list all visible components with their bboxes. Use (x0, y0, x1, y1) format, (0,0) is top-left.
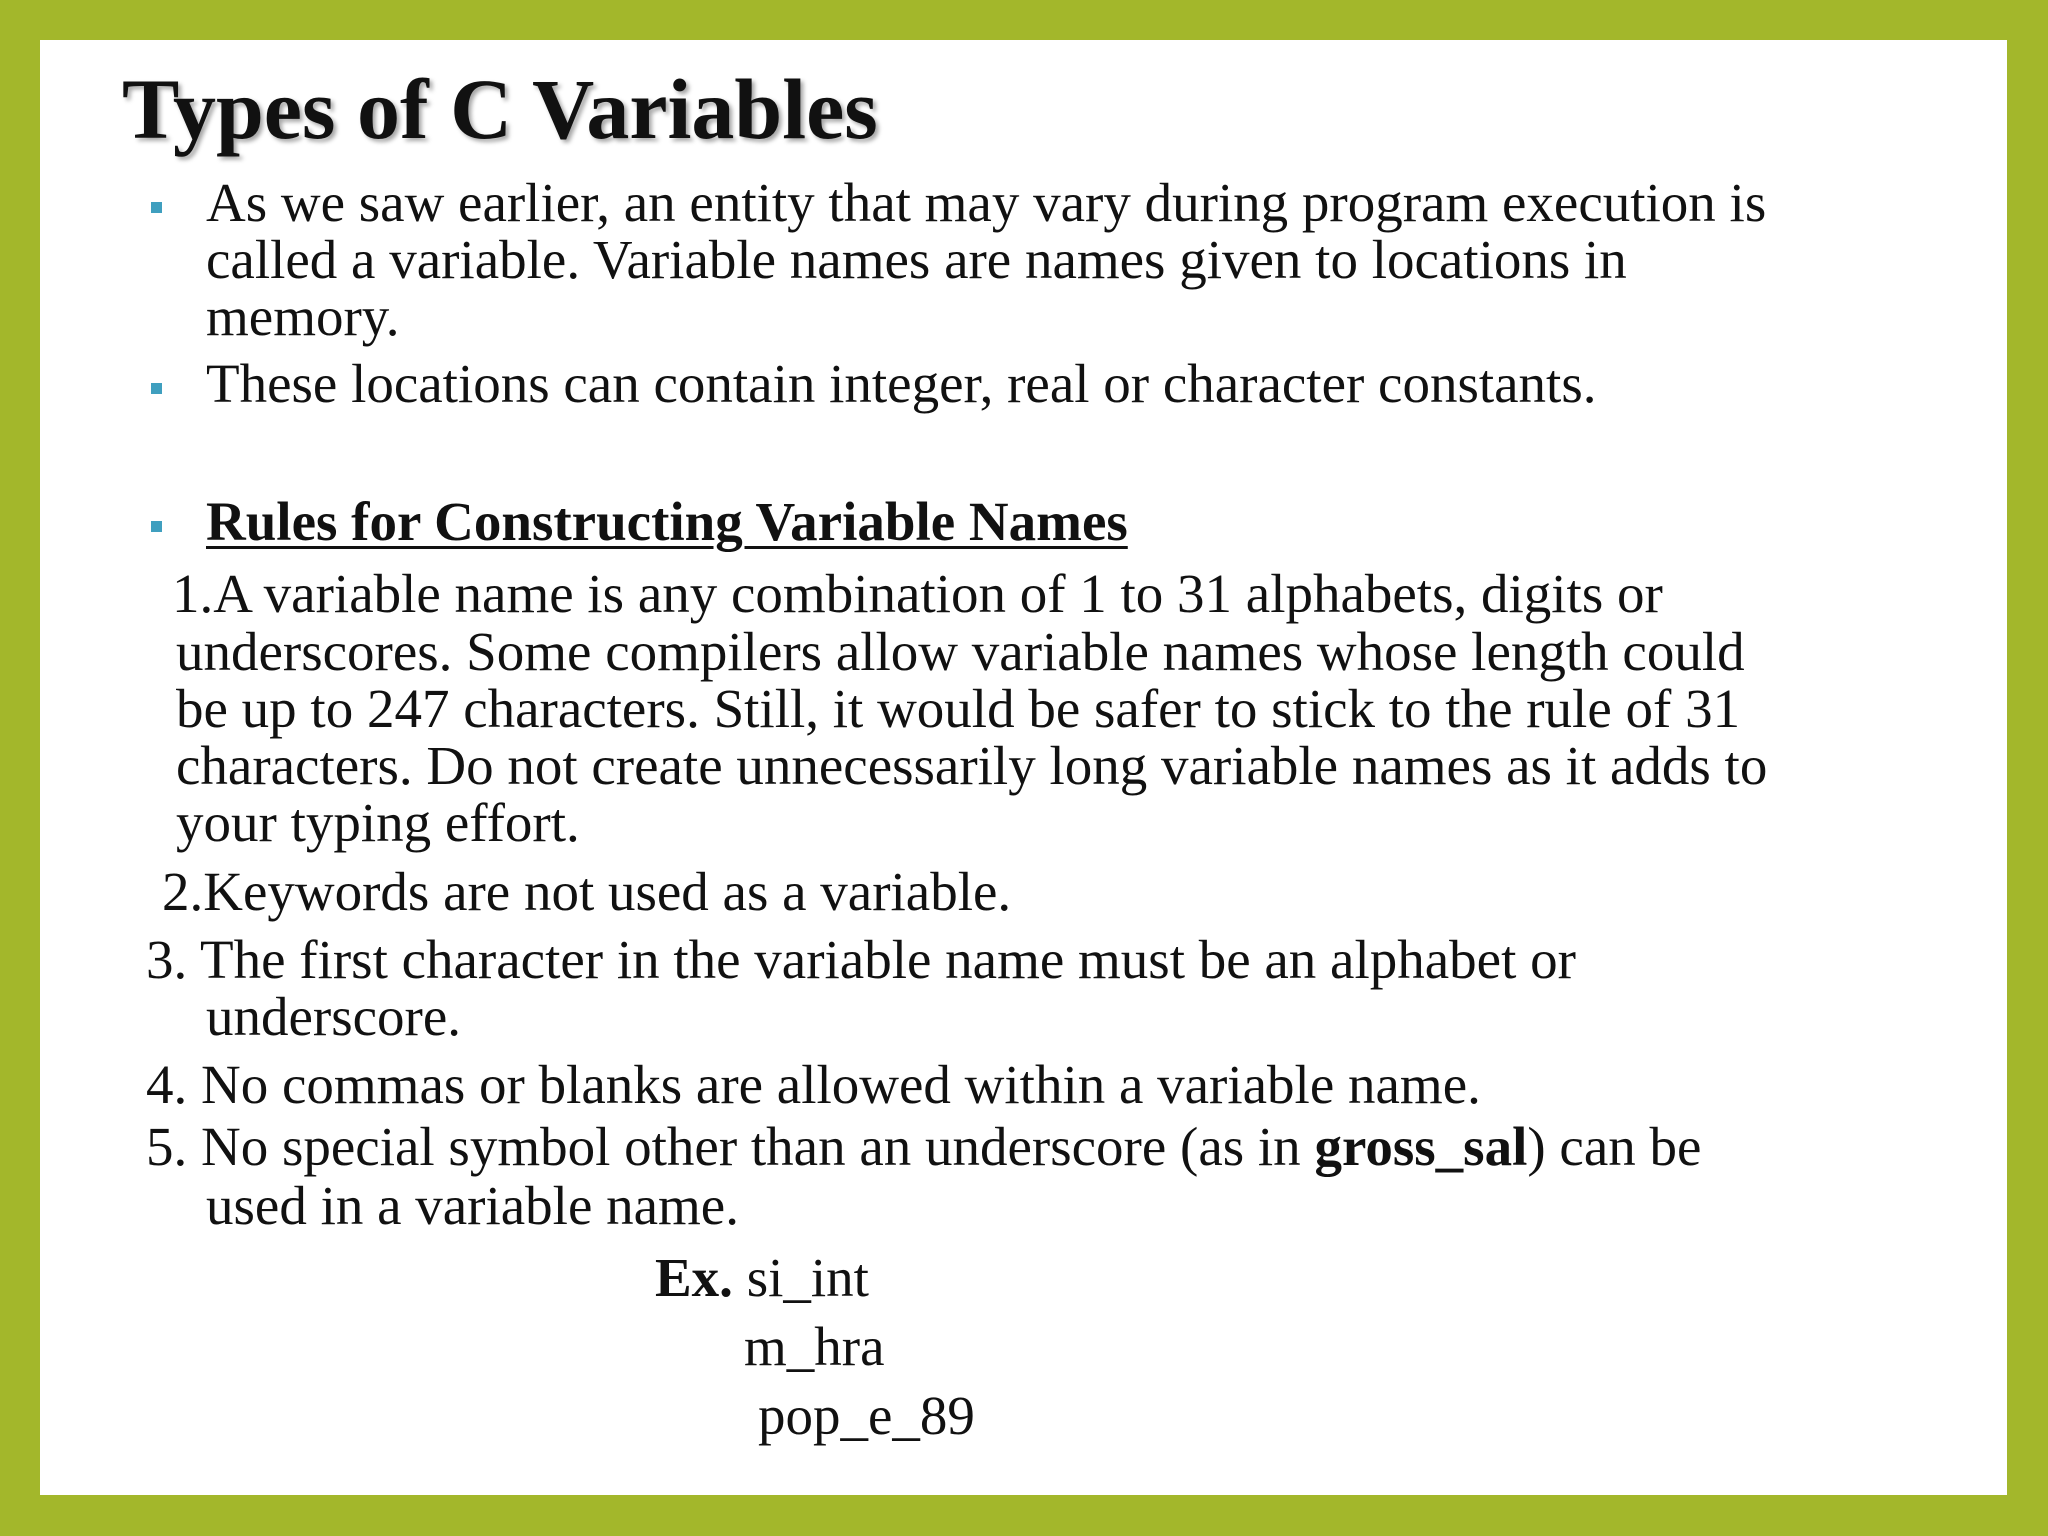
rule-2: 2.Keywords are not used as a variable. (162, 861, 1012, 922)
bullet-1-line-2: called a variable. Variable names are names given to locations in (206, 229, 1627, 290)
rule-1-line-2: underscores. Some compilers allow variable names whose length could (176, 621, 1745, 682)
rule-1-line-5: your typing effort. (176, 792, 580, 853)
example-item: m_hra (744, 1316, 885, 1377)
rules-heading: Rules for Constructing Variable Names (206, 491, 1128, 552)
example-item: si_int (746, 1247, 869, 1308)
rule-5-text-post: ) can be (1527, 1116, 1702, 1177)
example-label: Ex. (655, 1247, 733, 1308)
rule-1-line-1: 1.A variable name is any combination of 1 to 31 alphabets, digits or (172, 563, 1663, 624)
rule-1-line-4: characters. Do not create unnecessarily long variable names as it adds to (176, 735, 1768, 796)
bullet-2-line-1: These locations can contain integer, real or character constants. (206, 353, 1597, 414)
rule-5-text-pre: 5. No special symbol other than an underscore (as in (146, 1116, 1315, 1177)
example-line-1 (655, 1246, 869, 1309)
rule-5-line-2: used in a variable name. (206, 1175, 739, 1236)
bullet-marker (151, 383, 162, 394)
bullet-marker (151, 521, 162, 532)
rule-5-keyword-gross-sal: gross_sal (1314, 1116, 1528, 1177)
rule-1-line-3: be up to 247 characters. Still, it would be safer to stick to the rule of 31 (176, 678, 1741, 739)
slide (40, 40, 2007, 1495)
rule-4: 4. No commas or blanks are allowed within a variable name. (146, 1054, 1481, 1115)
slide-title: Types of C Variables (122, 61, 878, 157)
example-item: pop_e_89 (758, 1385, 975, 1446)
rule-3-line-1: 3. The first character in the variable name must be an alphabet or (146, 929, 1576, 990)
bullet-1-line-1: As we saw earlier, an entity that may vary during program execution is (206, 172, 1767, 233)
bullet-1-line-3: memory. (206, 286, 400, 347)
rule-3-line-2: underscore. (206, 986, 462, 1047)
rule-5-line-1 (146, 1115, 1701, 1178)
bullet-marker (151, 202, 162, 213)
